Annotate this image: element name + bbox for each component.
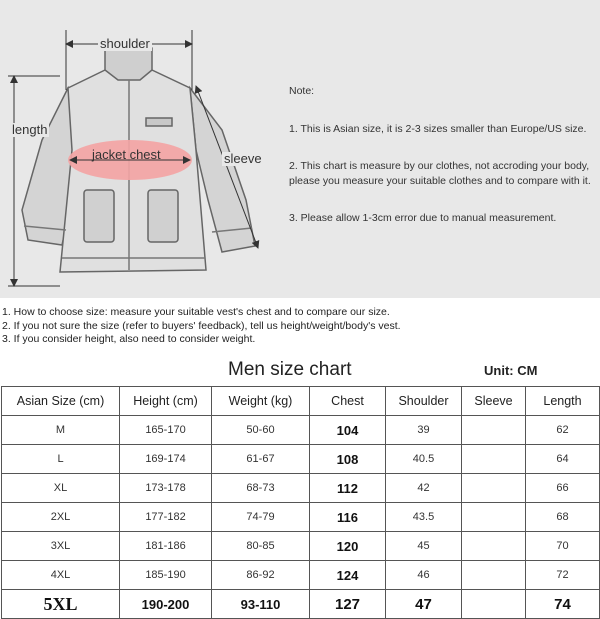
table-row: [2, 416, 600, 445]
cell-size: 4XL: [2, 561, 120, 590]
notes: [289, 84, 594, 248]
header-sleeve: Sleeve: [462, 387, 526, 416]
cell-chest: 104: [310, 416, 386, 445]
note-item: 2. This chart is measure by our clothes, not accroding your body, please you measure your suitable clothes and to compare with it.: [289, 160, 591, 187]
cell-length: 68: [526, 503, 600, 532]
sleeve-label: sleeve: [224, 151, 262, 166]
cell-chest: 108: [310, 445, 386, 474]
cell-weight: 50-60: [212, 416, 310, 445]
cell-length: 70: [526, 532, 600, 561]
cell-chest: 124: [310, 561, 386, 590]
note-item: 3. Please allow 1-3cm error due to manual measurement.: [289, 212, 557, 224]
cell-sleeve: [462, 532, 526, 561]
cell-length: 66: [526, 474, 600, 503]
table-row: [2, 590, 600, 619]
chest-label: jacket chest: [92, 147, 161, 162]
size-tips: [2, 306, 598, 347]
cell-shoulder: 43.5: [386, 503, 462, 532]
cell-size: 5XL: [2, 590, 120, 619]
cell-weight: 74-79: [212, 503, 310, 532]
cell-shoulder: 39: [386, 416, 462, 445]
table-header-row: [2, 387, 600, 416]
cell-shoulder: 46: [386, 561, 462, 590]
tip-line: 3. If you consider height, also need to consider weight.: [2, 333, 256, 345]
table-row: [2, 474, 600, 503]
table-row: [2, 561, 600, 590]
cell-height: 190-200: [120, 590, 212, 619]
tip-line: 1. How to choose size: measure your suitable vest's chest and to compare our size.: [2, 306, 390, 318]
cell-chest: 127: [310, 590, 386, 619]
cell-shoulder: 40.5: [386, 445, 462, 474]
cell-height: 173-178: [120, 474, 212, 503]
cell-chest: 112: [310, 474, 386, 503]
cell-weight: 86-92: [212, 561, 310, 590]
cell-sleeve: [462, 445, 526, 474]
table-row: [2, 445, 600, 474]
cell-chest: 120: [310, 532, 386, 561]
cell-length: 72: [526, 561, 600, 590]
cell-shoulder: 42: [386, 474, 462, 503]
header-weight: Weight (kg): [212, 387, 310, 416]
cell-height: 169-174: [120, 445, 212, 474]
table-row: [2, 503, 600, 532]
cell-shoulder: 47: [386, 590, 462, 619]
cell-length: 74: [526, 590, 600, 619]
header-chest: Chest: [310, 387, 386, 416]
cell-height: 181-186: [120, 532, 212, 561]
header-length: Length: [526, 387, 600, 416]
note-item: 1. This is Asian size, it is 2-3 sizes smaller than Europe/US size.: [289, 123, 587, 135]
notes-title: Note:: [289, 85, 315, 97]
cell-size: XL: [2, 474, 120, 503]
cell-sleeve: [462, 503, 526, 532]
header-height: Height (cm): [120, 387, 212, 416]
diagram-panel: [0, 0, 600, 298]
cell-height: 177-182: [120, 503, 212, 532]
cell-length: 64: [526, 445, 600, 474]
cell-weight: 80-85: [212, 532, 310, 561]
cell-size: M: [2, 416, 120, 445]
cell-chest: 116: [310, 503, 386, 532]
cell-length: 62: [526, 416, 600, 445]
cell-size: 2XL: [2, 503, 120, 532]
chart-title: Men size chart: [228, 359, 352, 380]
cell-height: 185-190: [120, 561, 212, 590]
cell-size: 3XL: [2, 532, 120, 561]
cell-sleeve: [462, 474, 526, 503]
cell-weight: 61-67: [212, 445, 310, 474]
cell-sleeve: [462, 590, 526, 619]
cell-weight: 68-73: [212, 474, 310, 503]
length-label: length: [12, 122, 48, 137]
cell-height: 165-170: [120, 416, 212, 445]
chart-unit: Unit: CM: [484, 363, 538, 378]
header-asian-size: Asian Size (cm): [2, 387, 120, 416]
tip-line: 2. If you not sure the size (refer to buyers' feedback), tell us height/weight/body's vest.: [2, 319, 401, 332]
cell-size: L: [2, 445, 120, 474]
cell-weight: 93-110: [212, 590, 310, 619]
cell-shoulder: 45: [386, 532, 462, 561]
header-shoulder: Shoulder: [386, 387, 462, 416]
cell-sleeve: [462, 561, 526, 590]
shoulder-label: shoulder: [100, 36, 150, 51]
size-chart-table: [1, 386, 600, 619]
table-row: [2, 532, 600, 561]
cell-sleeve: [462, 416, 526, 445]
